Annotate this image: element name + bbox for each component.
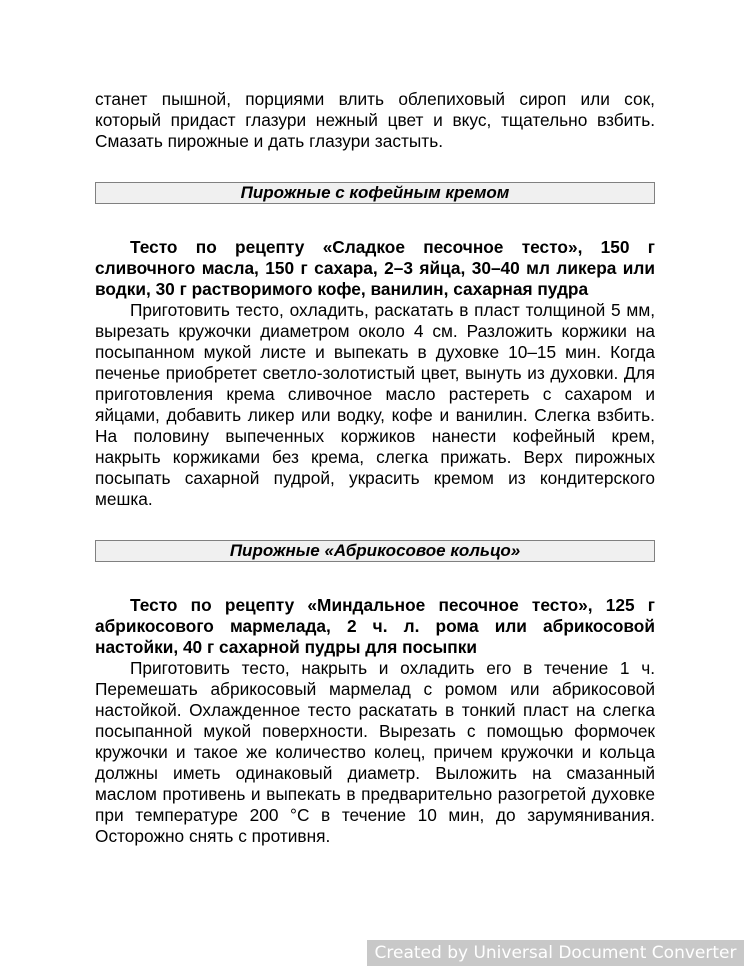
ingredients-apricot-ring: Тесто по рецепту «Миндальное песочное тесто», 125 г абрикосового мармелада, 2 ч. л. рома или абрикосовой настойки, 40 г сахарной пудры для посыпки xyxy=(95,595,655,657)
recipe-title-apricot-ring: Пирожные «Абрикосовое кольцо» xyxy=(95,540,655,562)
intro-paragraph: станет пышной, порциями влить облепиховый сироп или сок, который придаст глазури нежный цвет и вкус, тщательно взбить. Смазать пирожные и дать глазури застыть. xyxy=(95,89,655,151)
recipe-title-coffee-cream: Пирожные с кофейным кремом xyxy=(95,182,655,204)
instructions-coffee-cream: Приготовить тесто, охладить, раскатать в пласт толщиной 5 мм, вырезать кружочки диаметром около 4 см. Разложить коржики на посыпанном мукой листе и выпекать в духовке 10–15 мин. Когда печенье приобретет светло-золотистый цвет, вынуть из духовки. Для приготовления крема сливочное масло растереть с сахаром и яйцами, добавить ликер или водку, кофе и ванилин. Слегка взбить. На половину выпеченных коржиков нанести кофейный крем, накрыть коржиками без крема, слегка прижать. Верх пирожных посыпать сахарной пудрой, украсить кремом из кондитерского мешка. xyxy=(95,300,655,509)
instructions-apricot-ring: Приготовить тесто, накрыть и охладить его в течение 1 ч. Перемешать абрикосовый мармелад с ромом или абрикосовой настойкой. Охлажденное тесто раскатать в тонкий пласт на слегка посыпанной мукой поверхности. Вырезать с помощью формочек кружочки и такое же количество колец, причем кружочки и кольца должны иметь одинаковый диаметр. Выложить на смазанный маслом противень и выпекать в предварительно разогретой духовке при температуре 200 °С в течение 10 мин, до зарумянивания. Осторожно снять с противня. xyxy=(95,658,655,846)
watermark-banner: Created by Universal Document Converter xyxy=(367,940,744,966)
ingredients-coffee-cream: Тесто по рецепту «Сладкое песочное тесто», 150 г сливочного масла, 150 г сахара, 2–3 яйца, 30–40 мл ликера или водки, 30 г растворимого кофе, ванилин, сахарная пудра xyxy=(95,237,655,299)
document-page xyxy=(95,89,655,847)
